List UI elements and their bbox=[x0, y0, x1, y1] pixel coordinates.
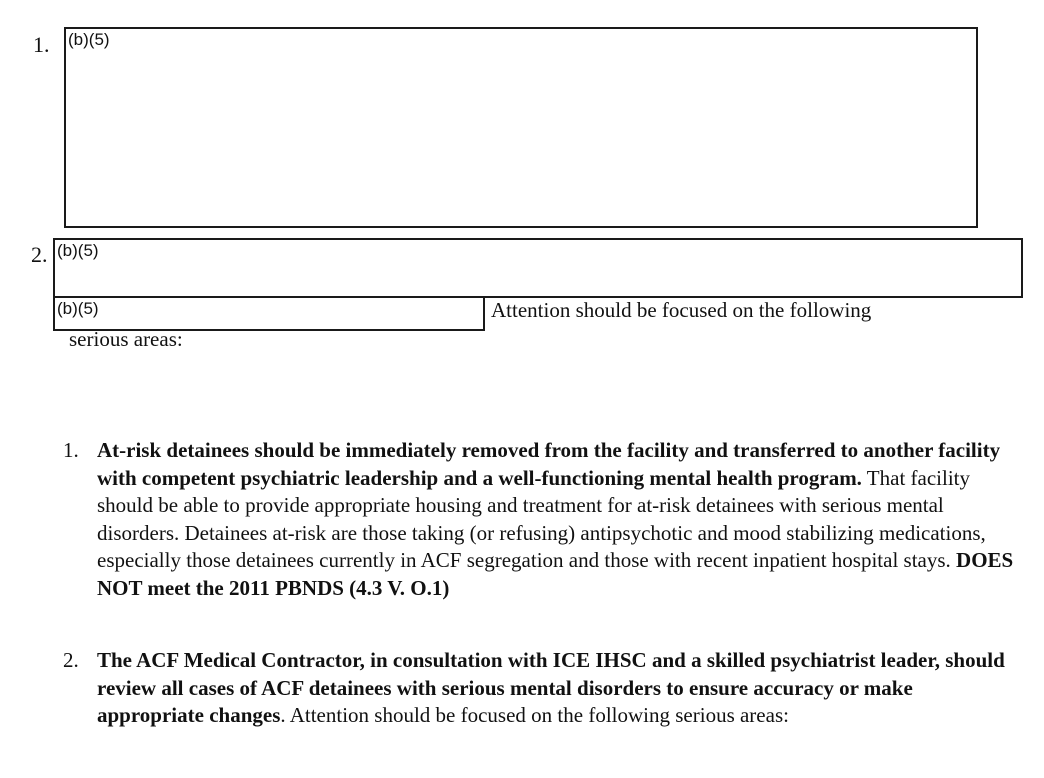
attention-line: Attention should be focused on the following bbox=[491, 298, 872, 322]
body-text: . Attention should be focused on the following serious areas: bbox=[280, 703, 789, 727]
item-1-number: 1. bbox=[33, 32, 50, 57]
body-text: That facility should be able to provide appropriate housing and treatment for at-risk detainees with serious mental disorders. Detainees at-risk are those taking (or refusing) antipsychotic and mood stabilizing medications, especially those detainees currently in ACF segregation and those with recent inpatient hospital stays. bbox=[97, 465, 986, 572]
attention-continuation: serious areas: bbox=[69, 327, 183, 351]
redaction-code: (b)(5) bbox=[57, 299, 99, 318]
redaction-code: (b)(5) bbox=[57, 241, 99, 260]
redaction-box-1 bbox=[64, 27, 978, 228]
list-number: 1. bbox=[63, 438, 79, 462]
list-text bbox=[97, 647, 1017, 730]
redaction-code: (b)(5) bbox=[68, 30, 110, 49]
bold-lead: At-risk detainees should be immediately removed from the facility and transferred to another facility with competent psychiatric leadership and a well-functioning mental health program. bbox=[97, 438, 1001, 490]
redaction-box-2 bbox=[53, 238, 1023, 298]
bold-lead: The ACF Medical Contractor, in consultation with ICE IHSC and a skilled psychiatrist leader, should review all cases of ACF detainees with serious mental disorders to ensure accuracy or make appropriate changes bbox=[97, 648, 1005, 727]
bold-tail: DOES NOT meet the 2011 PBNDS (4.3 V. O.1) bbox=[97, 548, 1014, 600]
list-text bbox=[97, 437, 1017, 602]
list-number: 2. bbox=[63, 648, 79, 672]
item-2-number: 2. bbox=[31, 242, 48, 267]
